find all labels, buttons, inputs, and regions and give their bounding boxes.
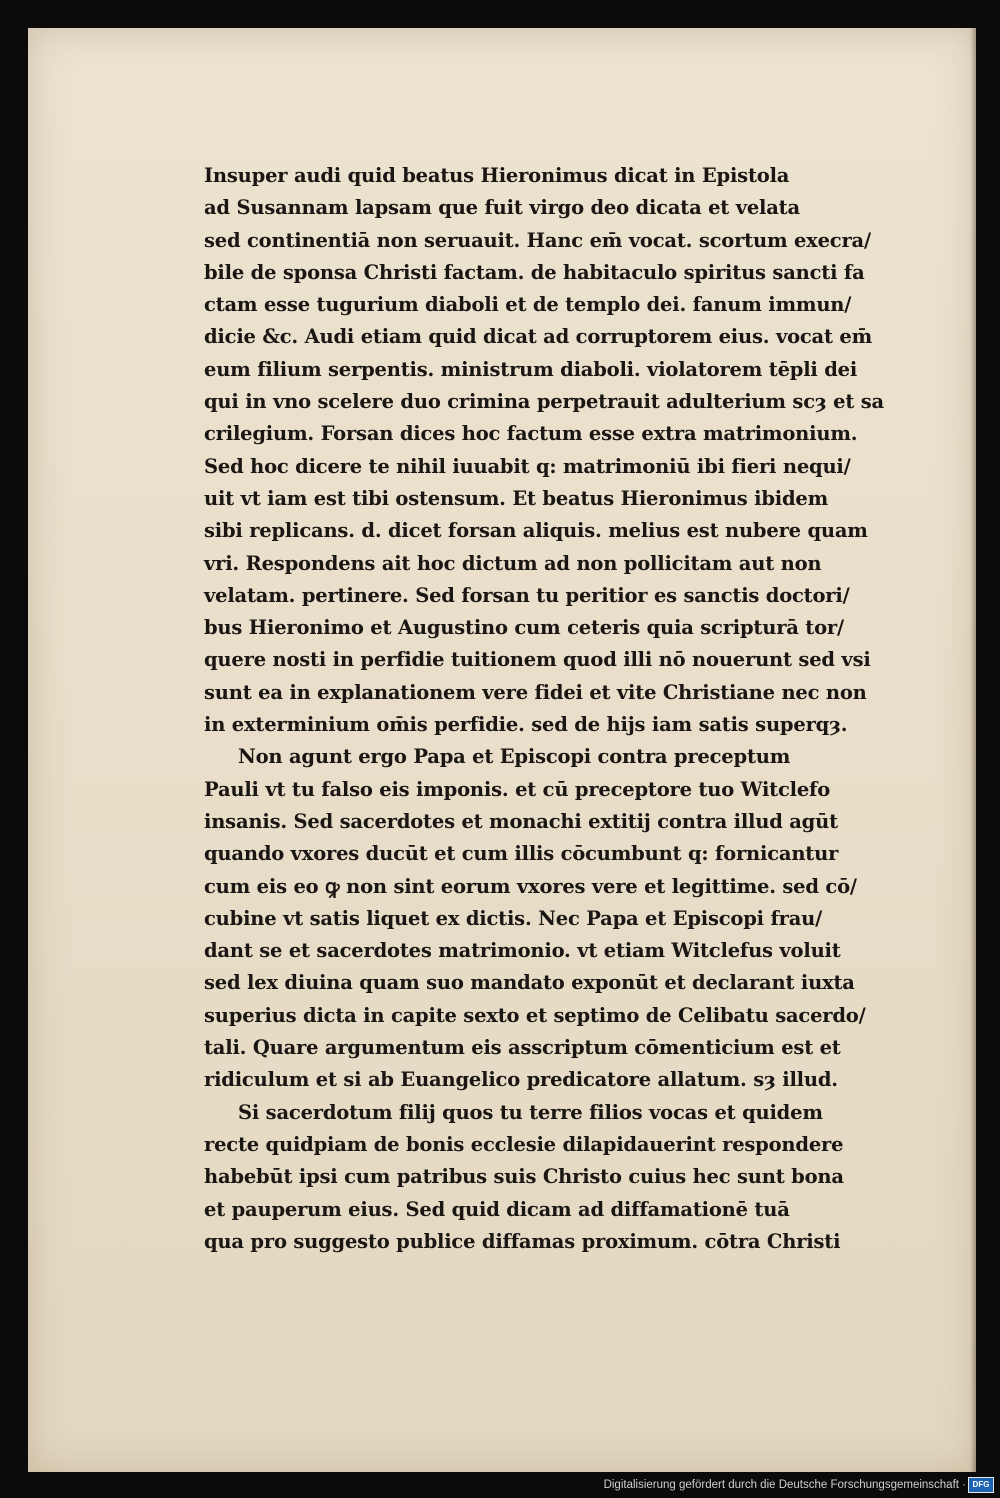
footer-bar [0, 1472, 1000, 1498]
text-line: cum eis eo ꝙ non sint eorum vxores vere et legittime. sed cō/ [204, 874, 857, 898]
text-line: ctam esse tugurium diaboli et de templo dei. fanum immun/ [204, 293, 852, 317]
page-text-block [204, 160, 940, 1258]
text-line: ad Susannam lapsam que fuit virgo deo dicata et velata [204, 196, 800, 220]
text-line: qui in vno scelere duo crimina perpetrauit adulterium scȝ et sa [204, 390, 884, 414]
text-line: sed continentiā non seruauit. Hanc em̄ vocat. scortum execra/ [204, 228, 871, 252]
text-line: velatam. pertinere. Sed forsan tu peritior es sanctis doctori/ [204, 583, 850, 607]
text-line: sunt ea in explanationem vere fidei et vite Christiane nec non [204, 680, 867, 704]
text-line: habebūt ipsi cum patribus suis Christo cuius hec sunt bona [204, 1165, 844, 1189]
text-line: recte quidpiam de bonis ecclesie dilapidauerint respondere [204, 1132, 844, 1156]
text-line: et pauperum eius. Sed quid dicam ad diffamationē tuā [204, 1197, 790, 1221]
text-line: ridiculum et si ab Euangelico predicatore allatum. sȝ illud. [204, 1068, 838, 1092]
funding-credit: Digitalisierung gefördert durch die Deutsche Forschungsgemeinschaft · [603, 1479, 966, 1491]
paragraph-first-line: Non agunt ergo Papa et Episcopi contra preceptum [238, 745, 791, 769]
text-line: Insuper audi quid beatus Hieronimus dicat in Epistola [204, 164, 790, 187]
text-line: insanis. Sed sacerdotes et monachi extitij contra illud agūt [204, 809, 838, 833]
text-line: bile de sponsa Christi factam. de habitaculo spiritus sancti fa [204, 260, 865, 284]
text-line: eum filium serpentis. ministrum diaboli. violatorem tēpli dei [204, 357, 858, 381]
text-line: crilegium. Forsan dices hoc factum esse extra matrimonium. [204, 422, 858, 446]
text-line: dicie &c. Audi etiam quid dicat ad corruptorem eius. vocat em̄ [204, 325, 873, 349]
page-edge-shadow [970, 28, 976, 1472]
text-line: in exterminium om̄is perfidie. sed de hijs iam satis superqȝ. [204, 713, 848, 737]
text-line: quando vxores ducūt et cum illis cōcumbunt q: fornicantur [204, 842, 839, 866]
book-page [28, 28, 976, 1472]
text-line: uit vt iam est tibi ostensum. Et beatus Hieronimus ibidem [204, 486, 829, 510]
text-line: bus Hieronimo et Augustino cum ceteris quia scripturā tor/ [204, 616, 844, 640]
paragraph-first-line: Si sacerdotum filij quos tu terre filios vocas et quidem [238, 1100, 823, 1124]
text-line: sed lex diuina quam suo mandato exponūt et declarant iuxta [204, 971, 855, 995]
text-line: vri. Respondens ait hoc dictum ad non pollicitam aut non [204, 551, 822, 575]
text-line: Pauli vt tu falso eis imponis. et cū preceptore tuo Witclefo [204, 777, 831, 801]
text-line: dant se et sacerdotes matrimonio. vt etiam Witclefus voluit [204, 939, 841, 963]
text-line: tali. Quare argumentum eis asscriptum cōmenticium est et [204, 1036, 841, 1060]
text-line: sibi replicans. d. dicet forsan aliquis. melius est nubere quam [204, 519, 868, 543]
text-line: superius dicta in capite sexto et septimo de Celibatu sacerdo/ [204, 1003, 866, 1027]
dfg-logo[interactable]: DFG [968, 1477, 994, 1493]
text-line: quere nosti in perfidie tuitionem quod illi nō nouerunt sed vsi [204, 648, 871, 672]
text-line: Sed hoc dicere te nihil iuuabit q: matrimoniū ibi fieri nequi/ [204, 454, 851, 478]
text-line: cubine vt satis liquet ex dictis. Nec Papa et Episcopi frau/ [204, 906, 823, 930]
text-line: qua pro suggesto publice diffamas proximum. cōtra Christi [204, 1229, 841, 1253]
